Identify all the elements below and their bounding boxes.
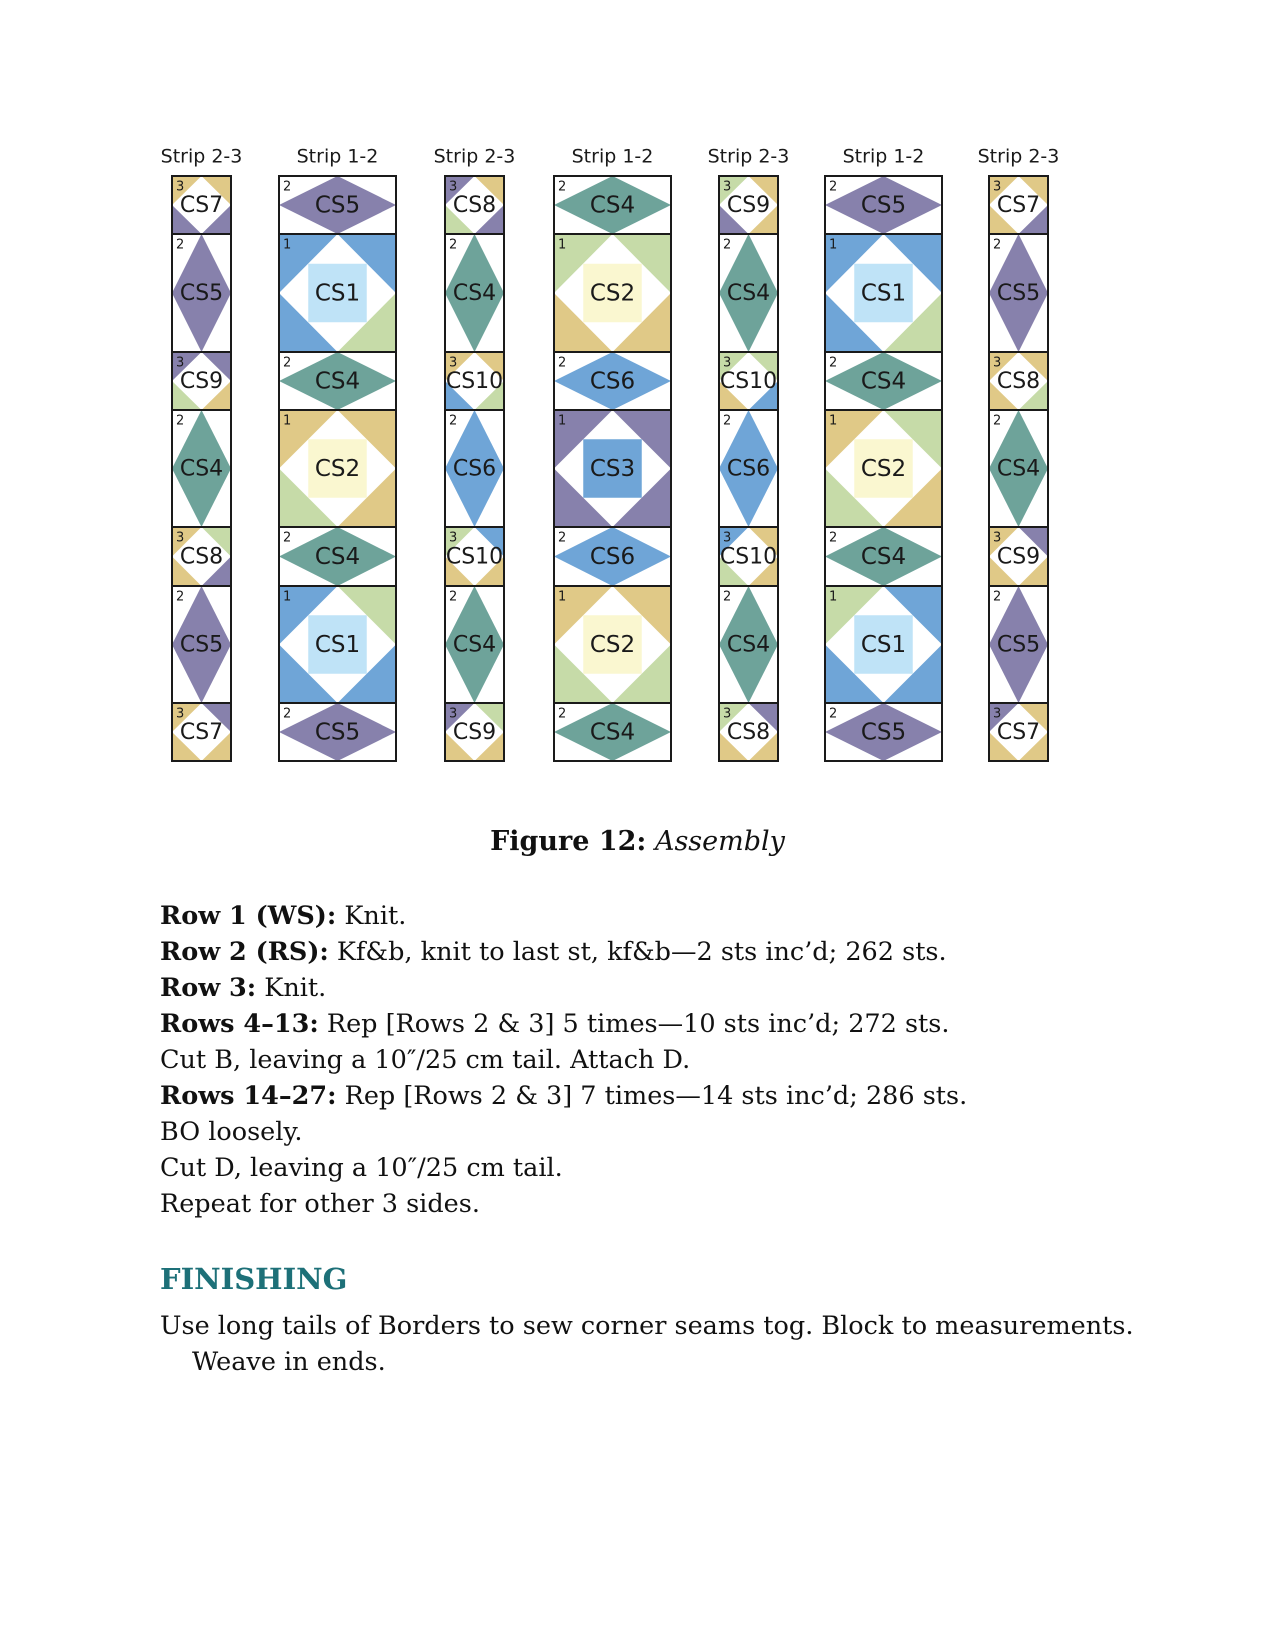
block-cs5 (172, 586, 231, 703)
block-number: 3 (449, 706, 458, 722)
block-cs9 (989, 527, 1048, 586)
block-cs5 (172, 234, 231, 352)
strip-label: Strip 2-3 (707, 145, 790, 168)
block-label: CS6 (589, 544, 636, 570)
block-number: 3 (176, 530, 185, 546)
finishing-text (160, 1308, 1160, 1380)
block-cs8 (989, 352, 1048, 410)
block-label: CS6 (589, 368, 636, 395)
block-cs4 (279, 352, 396, 410)
block-label: CS1 (860, 280, 907, 307)
block-number: 3 (723, 530, 732, 546)
block-number: 1 (283, 413, 292, 429)
block-label: CS8 (726, 720, 771, 745)
block-number: 3 (176, 179, 185, 195)
assembly-figure (160, 142, 1110, 812)
block-label: CS5 (179, 632, 224, 658)
block-label: CS10 (719, 544, 778, 570)
block-label: CS8 (996, 369, 1041, 394)
block-cs8 (445, 176, 504, 234)
block-label: CS1 (314, 632, 361, 658)
block-cs10 (719, 527, 778, 586)
block-label: CS6 (726, 456, 771, 482)
block-cs4 (989, 410, 1048, 527)
block-number: 1 (829, 589, 838, 605)
block-number: 2 (449, 237, 458, 253)
block-number: 3 (449, 179, 458, 195)
block-number: 3 (993, 530, 1002, 546)
instruction-label: Row 3: (160, 973, 257, 1003)
instruction-label: Row 1 (WS): (160, 901, 337, 931)
block-number: 2 (176, 589, 185, 605)
block-label: CS8 (452, 193, 497, 218)
block-cs4 (825, 352, 942, 410)
block-cs8 (719, 703, 778, 761)
block-label: CS7 (179, 193, 224, 218)
block-number: 1 (558, 413, 567, 429)
block-cs9 (172, 352, 231, 410)
block-number: 2 (176, 237, 185, 253)
block-cs6 (445, 410, 504, 527)
block-label: CS5 (860, 719, 907, 746)
block-number: 2 (993, 413, 1002, 429)
block-number: 3 (993, 179, 1002, 195)
strip-3 (434, 146, 516, 762)
strip-6 (825, 146, 942, 762)
strip-label: Strip 1-2 (296, 145, 379, 168)
block-cs5 (279, 703, 396, 761)
figure-caption (0, 826, 1275, 857)
block-cs4 (172, 410, 231, 527)
block-number: 1 (558, 237, 567, 253)
block-number: 2 (829, 530, 838, 546)
block-number: 2 (449, 413, 458, 429)
block-number: 3 (176, 706, 185, 722)
block-label: CS2 (860, 456, 907, 482)
strip-label: Strip 1-2 (842, 145, 925, 168)
instruction-label: Rows 4–13: (160, 1009, 319, 1039)
block-cs4 (554, 176, 671, 234)
block-label: CS4 (589, 719, 636, 746)
block-label: CS4 (314, 544, 361, 570)
block-number: 1 (283, 237, 292, 253)
block-label: CS9 (726, 193, 771, 218)
block-cs7 (989, 176, 1048, 234)
block-number: 3 (993, 355, 1002, 371)
block-number: 2 (558, 706, 567, 722)
block-number: 2 (723, 237, 732, 253)
block-cs4 (445, 234, 504, 352)
block-number: 2 (176, 413, 185, 429)
block-label: CS4 (860, 368, 907, 395)
block-number: 2 (449, 589, 458, 605)
block-number: 2 (829, 706, 838, 722)
instruction-label: Row 2 (RS): (160, 937, 329, 967)
block-cs5 (279, 176, 396, 234)
block-number: 3 (176, 355, 185, 371)
block-label: CS1 (860, 632, 907, 658)
strip-2 (279, 146, 396, 762)
strip-5 (708, 146, 790, 762)
block-number: 1 (829, 237, 838, 253)
block-label: CS5 (179, 281, 224, 306)
block-cs10 (719, 352, 778, 410)
block-label: CS6 (452, 456, 497, 482)
instruction-line (160, 1078, 1140, 1114)
block-label: CS4 (726, 632, 771, 658)
block-number: 2 (558, 530, 567, 546)
finishing-line-2: Weave in ends. (192, 1347, 386, 1377)
block-number: 2 (829, 179, 838, 195)
instruction-text: Cut D, leaving a 10″/25 cm tail. (160, 1153, 563, 1183)
block-number: 2 (283, 179, 292, 195)
block-number: 2 (993, 589, 1002, 605)
block-number: 3 (449, 530, 458, 546)
block-label: CS5 (860, 192, 907, 219)
instruction-text: Rep [Rows 2 & 3] 5 times—10 sts inc’d; 272 sts. (318, 1009, 950, 1039)
instruction-label: Rows 14–27: (160, 1081, 337, 1111)
block-cs2 (279, 410, 396, 527)
block-number: 1 (283, 589, 292, 605)
block-cs6 (554, 527, 671, 586)
block-cs4 (279, 527, 396, 586)
block-number: 2 (558, 355, 567, 371)
assembly-diagram (160, 142, 1110, 812)
block-number: 3 (723, 355, 732, 371)
block-cs1 (825, 234, 942, 352)
block-cs7 (989, 703, 1048, 761)
caption-label: Figure 12: (490, 826, 647, 857)
block-number: 3 (449, 355, 458, 371)
block-cs4 (445, 586, 504, 703)
block-label: CS9 (179, 369, 224, 394)
block-number: 2 (723, 413, 732, 429)
block-label: CS8 (179, 544, 224, 570)
block-number: 3 (993, 706, 1002, 722)
block-cs5 (825, 176, 942, 234)
block-number: 2 (283, 355, 292, 371)
strip-label: Strip 2-3 (977, 145, 1060, 168)
block-cs6 (719, 410, 778, 527)
border-instructions (160, 898, 1140, 1222)
block-cs1 (825, 586, 942, 703)
block-label: CS5 (314, 719, 361, 746)
block-cs2 (554, 234, 671, 352)
block-label: CS9 (452, 720, 497, 745)
block-label: CS4 (179, 456, 224, 482)
block-label: CS10 (719, 369, 778, 394)
instruction-line (160, 1006, 1140, 1042)
block-cs5 (989, 234, 1048, 352)
block-label: CS2 (589, 632, 636, 658)
block-cs7 (172, 703, 231, 761)
instruction-text: Knit. (336, 901, 407, 931)
block-number: 2 (723, 589, 732, 605)
block-cs6 (554, 352, 671, 410)
block-cs4 (554, 703, 671, 761)
block-cs8 (172, 527, 231, 586)
block-label: CS4 (452, 281, 497, 306)
instruction-line (160, 1150, 1140, 1186)
block-label: CS4 (996, 456, 1041, 482)
block-cs4 (719, 234, 778, 352)
block-number: 1 (829, 413, 838, 429)
block-cs10 (445, 352, 504, 410)
block-label: CS2 (314, 456, 361, 482)
instruction-text: Repeat for other 3 sides. (160, 1189, 480, 1219)
block-label: CS5 (996, 281, 1041, 306)
instruction-text: Cut B, leaving a 10″/25 cm tail. Attach D. (160, 1045, 691, 1075)
strip-label: Strip 2-3 (433, 145, 516, 168)
block-cs4 (825, 527, 942, 586)
instruction-line (160, 934, 1140, 970)
block-label: CS1 (314, 280, 361, 307)
block-number: 2 (993, 237, 1002, 253)
block-label: CS4 (860, 544, 907, 570)
instruction-line (160, 1114, 1140, 1150)
block-label: CS4 (726, 281, 771, 306)
block-label: CS10 (445, 544, 504, 570)
instruction-line (160, 970, 1140, 1006)
instruction-text: Rep [Rows 2 & 3] 7 times—14 sts inc’d; 286 sts. (336, 1081, 968, 1111)
instruction-line (160, 1186, 1140, 1222)
block-cs2 (554, 586, 671, 703)
block-cs3 (554, 410, 671, 527)
block-label: CS10 (445, 369, 504, 394)
block-cs2 (825, 410, 942, 527)
block-cs9 (445, 703, 504, 761)
strip-1 (161, 146, 243, 762)
block-label: CS4 (452, 632, 497, 658)
block-cs5 (989, 586, 1048, 703)
block-label: CS2 (589, 280, 636, 307)
instruction-text: Knit. (256, 973, 327, 1003)
block-label: CS5 (314, 192, 361, 219)
instruction-line (160, 1042, 1140, 1078)
block-label: CS7 (996, 720, 1041, 745)
strip-label: Strip 1-2 (571, 145, 654, 168)
finishing-heading: FINISHING (160, 1262, 348, 1296)
block-label: CS4 (314, 368, 361, 395)
block-cs1 (279, 234, 396, 352)
block-number: 1 (558, 589, 567, 605)
block-cs9 (719, 176, 778, 234)
block-label: CS5 (996, 632, 1041, 658)
block-number: 2 (283, 530, 292, 546)
block-cs10 (445, 527, 504, 586)
block-number: 3 (723, 706, 732, 722)
instruction-text: BO loosely. (160, 1117, 303, 1147)
block-number: 2 (829, 355, 838, 371)
block-cs1 (279, 586, 396, 703)
caption-title: Assembly (654, 826, 785, 857)
block-number: 2 (558, 179, 567, 195)
finishing-line-1: Use long tails of Borders to sew corner seams tog. Block to measurements. (160, 1311, 1134, 1341)
strip-7 (978, 146, 1060, 762)
instruction-text: Kf&b, knit to last st, kf&b—2 sts inc’d; 262 sts. (328, 937, 947, 967)
block-label: CS4 (589, 192, 636, 219)
block-cs5 (825, 703, 942, 761)
strip-label: Strip 2-3 (160, 145, 243, 168)
block-label: CS9 (996, 544, 1041, 570)
block-cs4 (719, 586, 778, 703)
block-label: CS3 (589, 456, 636, 482)
block-number: 3 (723, 179, 732, 195)
strip-4 (554, 146, 671, 762)
block-label: CS7 (179, 720, 224, 745)
block-number: 2 (283, 706, 292, 722)
instruction-line (160, 898, 1140, 934)
block-cs7 (172, 176, 231, 234)
block-label: CS7 (996, 193, 1041, 218)
